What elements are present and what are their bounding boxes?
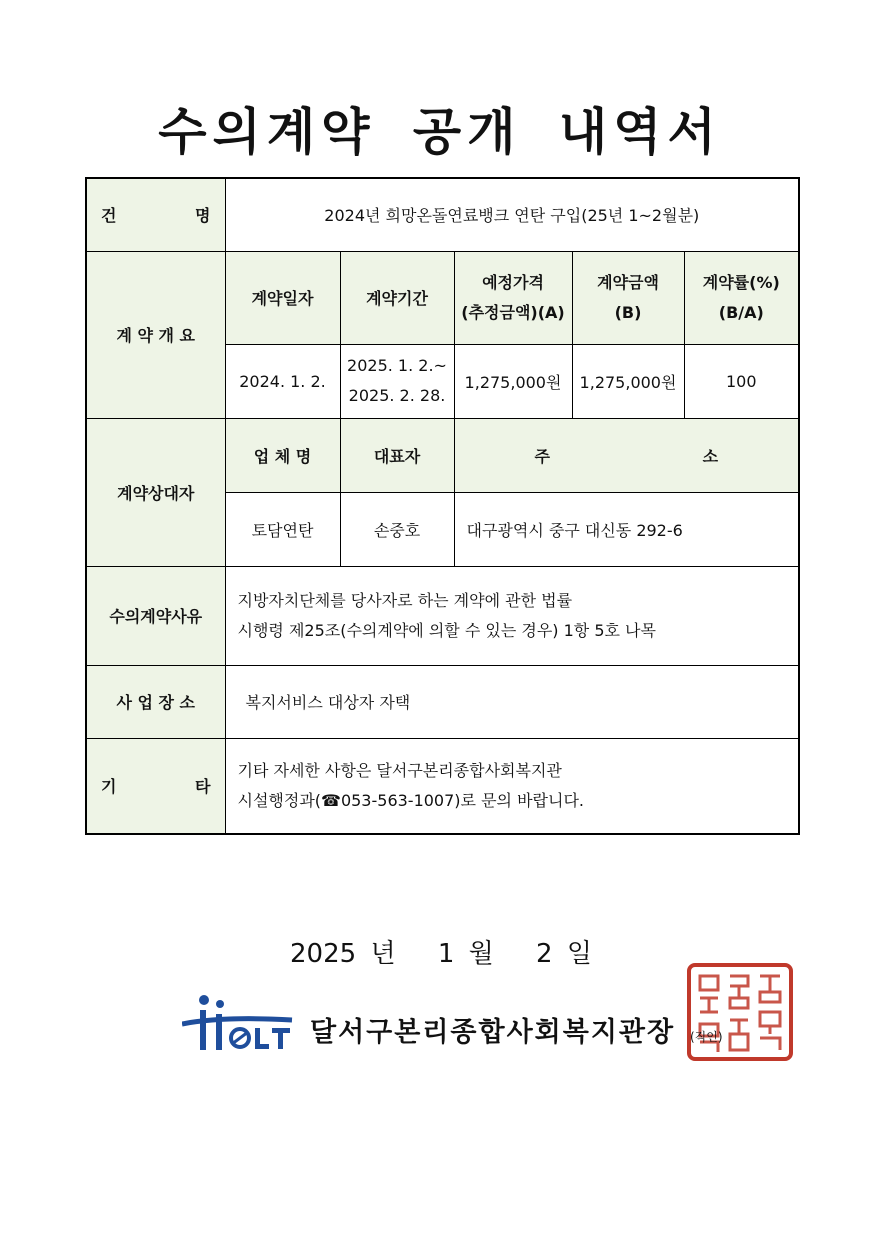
value-address: 대구광역시 중구 대신동 292-6 — [454, 492, 799, 566]
contract-table — [85, 177, 800, 835]
organization-logo-icon — [182, 990, 300, 1054]
label-etc: 기 타 — [86, 738, 225, 834]
row-subject — [86, 178, 799, 251]
row-place — [86, 665, 799, 738]
header-contract-period: 계약기간 — [340, 251, 454, 344]
organization-name: 달서구본리종합사회복지관장 — [310, 1017, 676, 1048]
value-contract-period: 2025. 1. 2.~ 2025. 2. 28. — [340, 344, 454, 418]
header-address: 주 소 — [454, 418, 799, 492]
subject-value: 2024년 희망온돌연료뱅크 연탄 구입(25년 1~2월분) — [225, 178, 799, 251]
label-reason: 수의계약사유 — [86, 566, 225, 665]
value-contract-amount: 1,275,000원 — [572, 344, 684, 418]
document-date: 2025 년 1 월 2 일 — [290, 939, 592, 969]
value-contract-rate: 100 — [684, 344, 799, 418]
header-company-name: 업 체 명 — [225, 418, 340, 492]
value-company-name: 토담연탄 — [225, 492, 340, 566]
value-representative: 손중호 — [340, 492, 454, 566]
label-place: 사 업 장 소 — [86, 665, 225, 738]
header-estimated-price: 예정가격 (추정금액)(A) — [454, 251, 572, 344]
row-partner-header — [86, 418, 799, 492]
value-reason: 지방자치단체를 당사자로 하는 계약에 관한 법률 시행령 제25조(수의계약에 의할 수 있는 경우) 1항 5호 나목 — [225, 566, 799, 665]
label-overview: 계 약 개 요 — [86, 251, 225, 418]
value-place: 복지서비스 대상자 자택 — [225, 665, 799, 738]
document-title: 수의계약 공개 내역서 — [158, 103, 722, 161]
value-etc: 기타 자세한 사항은 달서구본리종합사회복지관 시설행정과(☎053-563-1007)로 문의 바랍니다. — [225, 738, 799, 834]
row-etc — [86, 738, 799, 834]
header-contract-rate: 계약률(%) (B/A) — [684, 251, 799, 344]
header-contract-date: 계약일자 — [225, 251, 340, 344]
header-representative: 대표자 — [340, 418, 454, 492]
label-subject: 건 명 — [86, 178, 225, 251]
row-reason — [86, 566, 799, 665]
label-partner: 계약상대자 — [86, 418, 225, 566]
row-overview-header — [86, 251, 799, 344]
seal-note: (직인) — [690, 1030, 723, 1044]
value-estimated-price: 1,275,000원 — [454, 344, 572, 418]
official-seal-icon — [686, 962, 794, 1062]
header-contract-amount: 계약금액 (B) — [572, 251, 684, 344]
value-contract-date: 2024. 1. 2. — [225, 344, 340, 418]
